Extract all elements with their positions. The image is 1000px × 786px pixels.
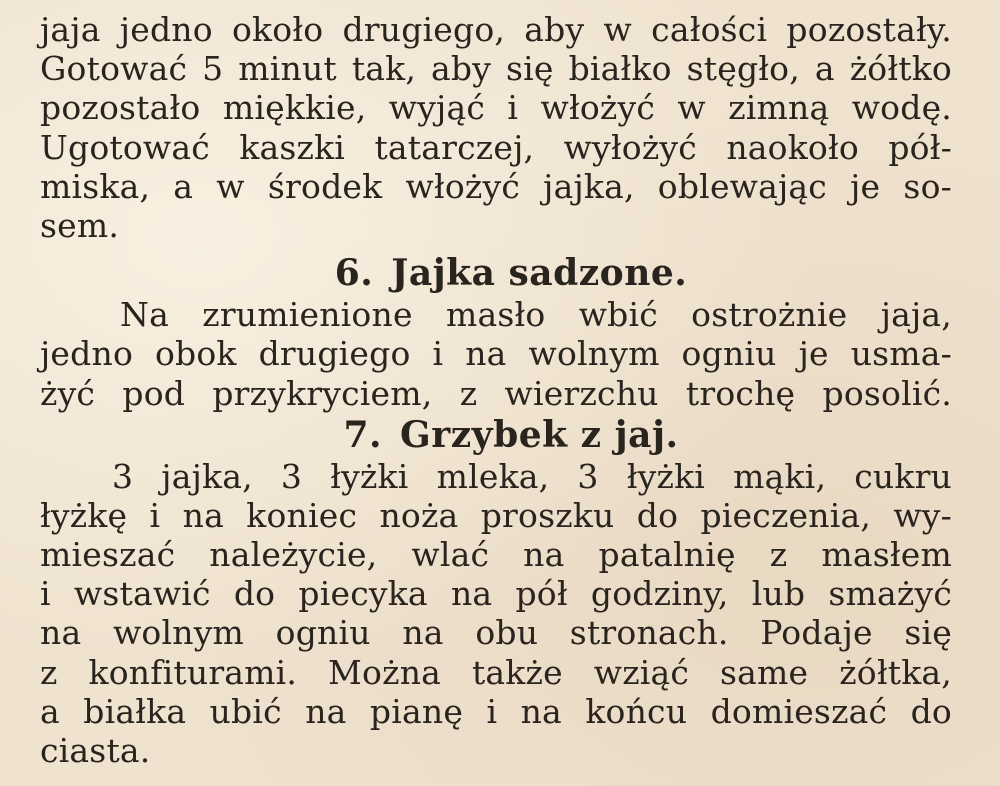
text-line: jedno obok drugiego i na wolnym ogniu je usma- xyxy=(40,334,952,374)
text-line: miska, a w środek włożyć jajka, oblewając je so- xyxy=(40,166,952,206)
text-line: 3 jajka, 3 łyżki mleka, 3 łyżki mąki, cukru xyxy=(112,456,952,496)
recipe-title: Jajka sadzone. xyxy=(391,252,688,295)
recipe-number: 6. xyxy=(334,252,374,295)
text-line: a białka ubić na pianę i na końcu domieszać do xyxy=(40,691,952,731)
recipe-title: Grzybek z jaj. xyxy=(400,413,679,456)
text-line: sem. xyxy=(40,205,120,245)
text-line: Gotować 5 minut tak, aby się białko stęgło, a żółtko xyxy=(40,49,952,89)
previous-recipe-ending xyxy=(40,10,952,245)
recipe-heading xyxy=(40,413,952,457)
text-line: na wolnym ogniu na obu stronach. Podaje się xyxy=(40,613,952,653)
text-line: Ugotować kaszki tatarczej, wyłożyć naokoło pół- xyxy=(40,127,952,167)
text-line: Na zrumienione masło wbić ostrożnie jaja, xyxy=(120,295,952,335)
text-line: mieszać należycie, wlać na patalnię z masłem xyxy=(40,535,952,575)
text-line: ciasta. xyxy=(40,731,151,770)
page-text xyxy=(40,10,952,770)
recipe-heading xyxy=(40,251,952,295)
text-line: pozostało miękkie, wyjąć i włożyć w zimną wodę. xyxy=(40,88,952,128)
recipe-number: 7. xyxy=(343,413,383,456)
recipe-7 xyxy=(40,413,952,771)
text-line: jaja jedno około drugiego, aby w całości pozostały. xyxy=(40,10,952,49)
text-line: żyć pod przykryciem, z wierzchu trochę posolić. xyxy=(40,373,952,413)
text-line: łyżkę i na koniec noża proszku do pieczenia, wy- xyxy=(40,495,952,535)
text-line: i wstawić do piecyka na pół godziny, lub smażyć xyxy=(40,574,952,614)
recipe-6 xyxy=(40,251,952,413)
text-line: z konfiturami. Można także wziąć same żółtka, xyxy=(40,652,952,692)
